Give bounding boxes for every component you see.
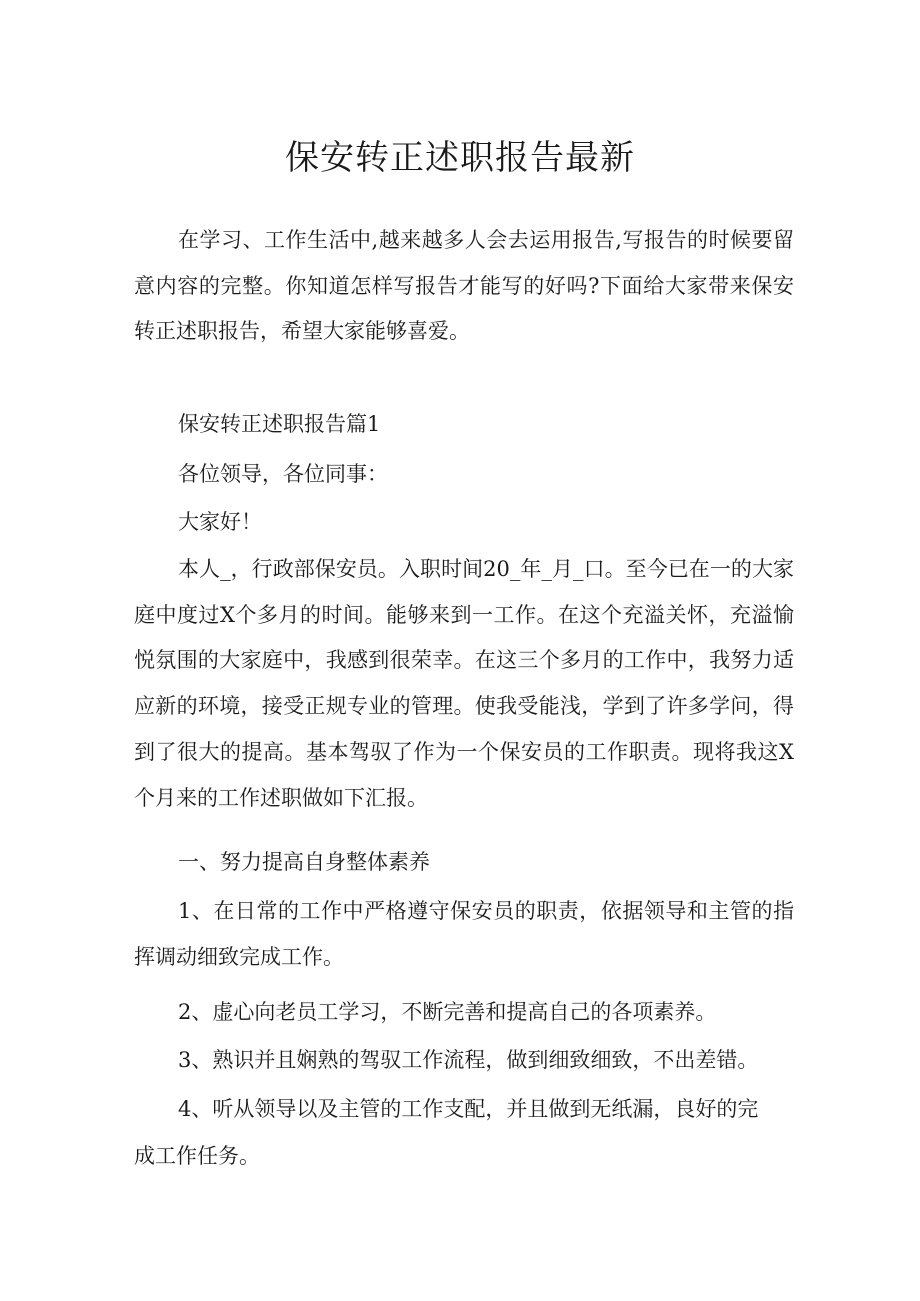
list-item-4-line1: 4、听从领导以及主管的工作支配，并且做到无纸漏，良好的完 — [178, 1097, 759, 1121]
section-heading: 保安转正述职报告篇1 — [178, 412, 381, 436]
greeting: 大家好！ — [178, 510, 262, 534]
list-item-4-line2: 成工作任务。 — [134, 1144, 260, 1168]
list-item-2: 2、虚心向老员工学习，不断完善和提高自己的各项素养。 — [178, 1000, 717, 1024]
document-title: 保安转正述职报告最新 — [285, 138, 635, 178]
subheading: 一、努力提高自身整体素养 — [178, 850, 430, 874]
list-item-3: 3、熟识并且娴熟的驾驭工作流程，做到细致细致，不出差错。 — [178, 1048, 759, 1072]
salutation: 各位领导，各位同事： — [178, 462, 388, 486]
intro-paragraph: 在学习、工作生活中,越来越多人会去运用报告,写报告的时候要留意内容的完整。你知道怎样写报告才能写的好吗?下面给大家带来保安转正述职报告，希望大家能够喜爱。 — [134, 228, 794, 344]
list-item-1: 1、在日常的工作中严格遵守保安员的职责，依据领导和主管的指挥调动细致完成工作。 — [134, 899, 794, 969]
body-paragraph: 本人_，行政部保安员。入职时间20_年_月_口。至今已在一的大家庭中度过X个多月的时间。能够来到一工作。在这个充溢关怀，充溢愉悦氛围的大家庭中，我感到很荣幸。在这三个多月的工作中，我努力适应新的环境，接受正规专业的管理。使我受能浅，学到了许多学问，得到了很大的提高。基本驾驭了作为一个保安员的工作职责。现将我这X个月来的工作述职做如下汇报。 — [134, 557, 794, 810]
